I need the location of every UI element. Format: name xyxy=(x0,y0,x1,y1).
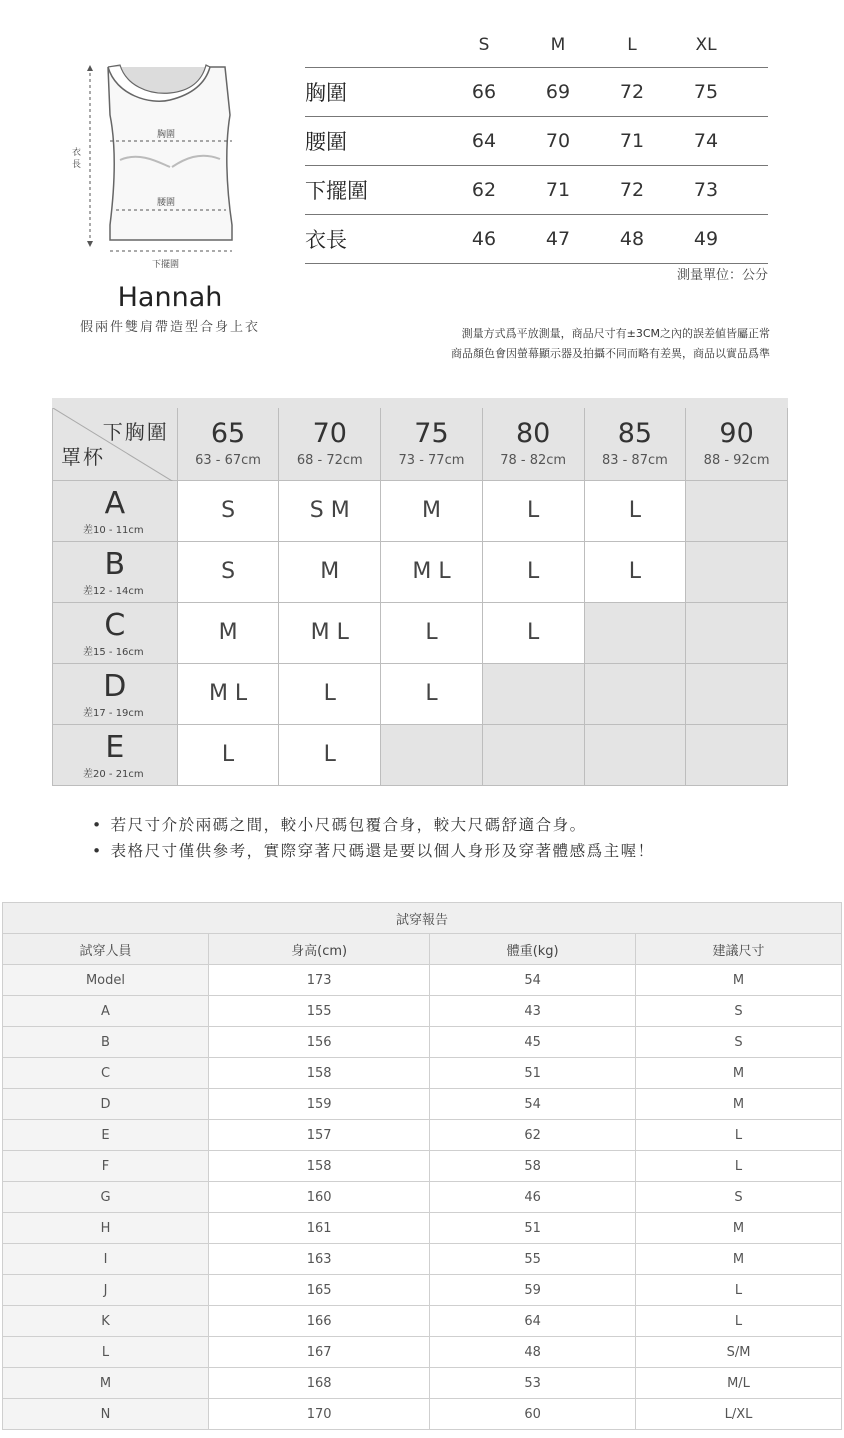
size-row-waist xyxy=(305,117,768,166)
length-label-top: 衣 xyxy=(72,148,82,158)
table-cell: S xyxy=(636,1182,842,1213)
table-row xyxy=(3,1399,842,1430)
cup-row-header: A 差10 - 11cm xyxy=(53,480,178,541)
cup-size-cell: M xyxy=(279,541,381,602)
cup-size-chart xyxy=(52,398,788,786)
table-row xyxy=(3,1151,842,1182)
fit-note: • 若尺寸介於兩碼之間，較小尺碼包覆合身，較大尺碼舒適合身。 xyxy=(92,812,655,838)
garment-figure xyxy=(60,55,260,280)
band-column-header: 85 83 - 87cm xyxy=(584,403,686,480)
size-chart-header xyxy=(305,22,768,68)
table-cell: M xyxy=(636,965,842,996)
cup-size-cell: S xyxy=(177,541,279,602)
table-cell: L xyxy=(3,1337,209,1368)
band-column-header: 80 78 - 82cm xyxy=(482,403,584,480)
hem-label: 下擺圍 xyxy=(152,260,180,270)
size-heading: S xyxy=(478,34,490,55)
band-column-header: 65 63 - 67cm xyxy=(177,403,279,480)
table-row xyxy=(3,1120,842,1151)
cup-size-cell: L xyxy=(482,602,584,663)
cup-size-cell xyxy=(686,724,788,785)
cup-size-cell xyxy=(482,663,584,724)
size-value: 72 xyxy=(619,179,645,201)
table-row xyxy=(3,996,842,1027)
product-description: 假兩件雙肩帶造型合身上衣 xyxy=(79,320,260,335)
table-cell: 45 xyxy=(430,1027,636,1058)
cup-row-header: B 差12 - 14cm xyxy=(53,541,178,602)
table-cell: L xyxy=(636,1306,842,1337)
cup-size-cell xyxy=(686,541,788,602)
fit-note: • 表格尺寸僅供參考，實際穿著尺碼還是要以個人身形及穿著體感爲主喔！ xyxy=(92,838,655,864)
cup-size-cell: L xyxy=(177,724,279,785)
table-cell: 51 xyxy=(430,1213,636,1244)
table-cell: 58 xyxy=(430,1151,636,1182)
table-row xyxy=(3,1027,842,1058)
size-row-length xyxy=(305,215,768,264)
trial-report-table xyxy=(2,902,842,1430)
row-label: 下擺圍 xyxy=(305,179,368,203)
band-column-header: 90 88 - 92cm xyxy=(686,403,788,480)
cup-size-cell xyxy=(584,724,686,785)
table-cell: 170 xyxy=(208,1399,429,1430)
cup-size-cell: L xyxy=(584,480,686,541)
waist-label: 腰圍 xyxy=(157,198,176,208)
cup-size-cell: S M xyxy=(279,480,381,541)
cup-size-cell xyxy=(686,602,788,663)
cup-size-cell xyxy=(482,724,584,785)
table-cell: 53 xyxy=(430,1368,636,1399)
table-cell: 165 xyxy=(208,1275,429,1306)
table-cell: 51 xyxy=(430,1058,636,1089)
size-chart xyxy=(305,22,768,264)
size-value: 74 xyxy=(693,130,719,152)
trial-report-header-row xyxy=(3,934,842,965)
trial-report-title: 試穿報告 xyxy=(3,903,842,934)
cup-size-cell xyxy=(686,663,788,724)
band-column-header: 70 68 - 72cm xyxy=(279,403,381,480)
table-row xyxy=(3,965,842,996)
table-cell: H xyxy=(3,1213,209,1244)
table-cell: D xyxy=(3,1089,209,1120)
table-row xyxy=(3,1306,842,1337)
table-cell: F xyxy=(3,1151,209,1182)
size-heading: XL xyxy=(695,34,717,55)
size-value: 71 xyxy=(619,130,645,152)
table-cell: 54 xyxy=(430,1089,636,1120)
table-cell: 161 xyxy=(208,1213,429,1244)
size-heading: L xyxy=(627,34,637,55)
table-row xyxy=(3,1244,842,1275)
cup-size-cell: L xyxy=(279,663,381,724)
cup-row xyxy=(53,663,788,724)
size-value: 73 xyxy=(693,179,719,201)
table-cell: 166 xyxy=(208,1306,429,1337)
table-cell: 158 xyxy=(208,1151,429,1182)
table-cell: G xyxy=(3,1182,209,1213)
size-row-chest xyxy=(305,68,768,117)
size-value: 47 xyxy=(545,228,571,250)
row-label: 胸圍 xyxy=(305,81,347,105)
column-header: 試穿人員 xyxy=(3,934,209,965)
size-value: 49 xyxy=(693,228,719,250)
size-value: 64 xyxy=(471,130,497,152)
table-row xyxy=(3,1275,842,1306)
table-row xyxy=(3,1337,842,1368)
chest-label: 胸圍 xyxy=(157,130,176,140)
table-cell: K xyxy=(3,1306,209,1337)
table-cell: 156 xyxy=(208,1027,429,1058)
product-name: Hannah xyxy=(117,282,223,313)
cup-row xyxy=(53,602,788,663)
measurement-note-line: 測量方式爲平放測量，商品尺寸有±3CM之內的誤差値皆屬正常 xyxy=(461,327,770,340)
column-header: 建議尺寸 xyxy=(636,934,842,965)
table-cell: 160 xyxy=(208,1182,429,1213)
table-cell: A xyxy=(3,996,209,1027)
cup-size-cell: M L xyxy=(381,541,483,602)
size-value: 72 xyxy=(619,81,645,103)
size-value: 71 xyxy=(545,179,571,201)
cup-size-cell: S xyxy=(177,480,279,541)
cup-row xyxy=(53,541,788,602)
cup-size-cell xyxy=(584,602,686,663)
size-info-section xyxy=(0,0,844,380)
cup-chart-header xyxy=(53,403,788,480)
table-cell: L xyxy=(636,1120,842,1151)
table-cell: 59 xyxy=(430,1275,636,1306)
table-cell: M xyxy=(636,1089,842,1120)
table-cell: 64 xyxy=(430,1306,636,1337)
table-cell: E xyxy=(3,1120,209,1151)
table-cell: L xyxy=(636,1275,842,1306)
table-row xyxy=(3,1182,842,1213)
table-cell: N xyxy=(3,1399,209,1430)
table-row xyxy=(3,1058,842,1089)
cup-row-header: E 差20 - 21cm xyxy=(53,724,178,785)
column-header: 身高(cm) xyxy=(208,934,429,965)
cup-size-cell: L xyxy=(482,480,584,541)
cup-row xyxy=(53,480,788,541)
table-row xyxy=(3,1213,842,1244)
table-cell: 60 xyxy=(430,1399,636,1430)
table-cell: 54 xyxy=(430,965,636,996)
table-row xyxy=(3,1089,842,1120)
band-column-header: 75 73 - 77cm xyxy=(381,403,483,480)
table-cell: 168 xyxy=(208,1368,429,1399)
table-cell: 159 xyxy=(208,1089,429,1120)
length-label-bottom: 長 xyxy=(72,160,82,170)
table-cell: 55 xyxy=(430,1244,636,1275)
measurement-note-line: 商品顏色會因螢幕顯示器及拍攝不同而略有差異，商品以實品爲準 xyxy=(451,347,770,360)
table-cell: 157 xyxy=(208,1120,429,1151)
cup-size-cell: M xyxy=(381,480,483,541)
cup-size-cell: M xyxy=(177,602,279,663)
table-cell: S xyxy=(636,1027,842,1058)
trial-report-title-row xyxy=(3,903,842,934)
table-cell: M xyxy=(636,1244,842,1275)
table-cell: 155 xyxy=(208,996,429,1027)
cup-row-header: D 差17 - 19cm xyxy=(53,663,178,724)
table-cell: C xyxy=(3,1058,209,1089)
table-cell: M xyxy=(3,1368,209,1399)
cup-size-cell: M L xyxy=(177,663,279,724)
row-label: 腰圍 xyxy=(305,130,347,154)
cup-row xyxy=(53,724,788,785)
size-value: 62 xyxy=(471,179,497,201)
cup-size-cell: L xyxy=(584,541,686,602)
size-value: 70 xyxy=(545,130,571,152)
table-cell: S xyxy=(636,996,842,1027)
cup-size-cell xyxy=(584,663,686,724)
table-cell: I xyxy=(3,1244,209,1275)
cup-size-cell: M L xyxy=(279,602,381,663)
underbust-heading: 下胸圍 xyxy=(102,420,169,444)
cup-size-cell xyxy=(686,480,788,541)
table-cell: M/L xyxy=(636,1368,842,1399)
cup-chart-corner xyxy=(53,403,178,480)
column-header: 體重(kg) xyxy=(430,934,636,965)
cup-size-cell: L xyxy=(482,541,584,602)
cup-size-cell xyxy=(381,724,483,785)
table-cell: 163 xyxy=(208,1244,429,1275)
cup-heading: 罩杯 xyxy=(61,444,105,469)
table-cell: 173 xyxy=(208,965,429,996)
table-cell: 48 xyxy=(430,1337,636,1368)
table-cell: L xyxy=(636,1151,842,1182)
size-value: 75 xyxy=(693,81,719,103)
cup-row-header: C 差15 - 16cm xyxy=(53,602,178,663)
table-cell: 43 xyxy=(430,996,636,1027)
size-value: 66 xyxy=(471,81,497,103)
table-cell: L/XL xyxy=(636,1399,842,1430)
table-cell: 62 xyxy=(430,1120,636,1151)
table-cell: 46 xyxy=(430,1182,636,1213)
measurement-note xyxy=(451,324,770,364)
cup-size-cell: L xyxy=(381,663,483,724)
fit-notes xyxy=(92,812,655,864)
table-row xyxy=(3,1368,842,1399)
table-cell: 158 xyxy=(208,1058,429,1089)
table-cell: Model xyxy=(3,965,209,996)
size-heading: M xyxy=(550,34,566,55)
table-cell: B xyxy=(3,1027,209,1058)
row-label: 衣長 xyxy=(305,228,347,252)
size-value: 69 xyxy=(545,81,571,103)
size-value: 48 xyxy=(619,228,645,250)
table-cell: M xyxy=(636,1058,842,1089)
size-row-hem xyxy=(305,166,768,215)
cup-size-cell: L xyxy=(279,724,381,785)
table-cell: S/M xyxy=(636,1337,842,1368)
cup-size-cell: L xyxy=(381,602,483,663)
table-cell: 167 xyxy=(208,1337,429,1368)
table-cell: J xyxy=(3,1275,209,1306)
size-value: 46 xyxy=(471,228,497,250)
tank-top-illustration xyxy=(60,55,260,280)
table-cell: M xyxy=(636,1213,842,1244)
unit-note: 測量單位：公分 xyxy=(676,268,768,283)
